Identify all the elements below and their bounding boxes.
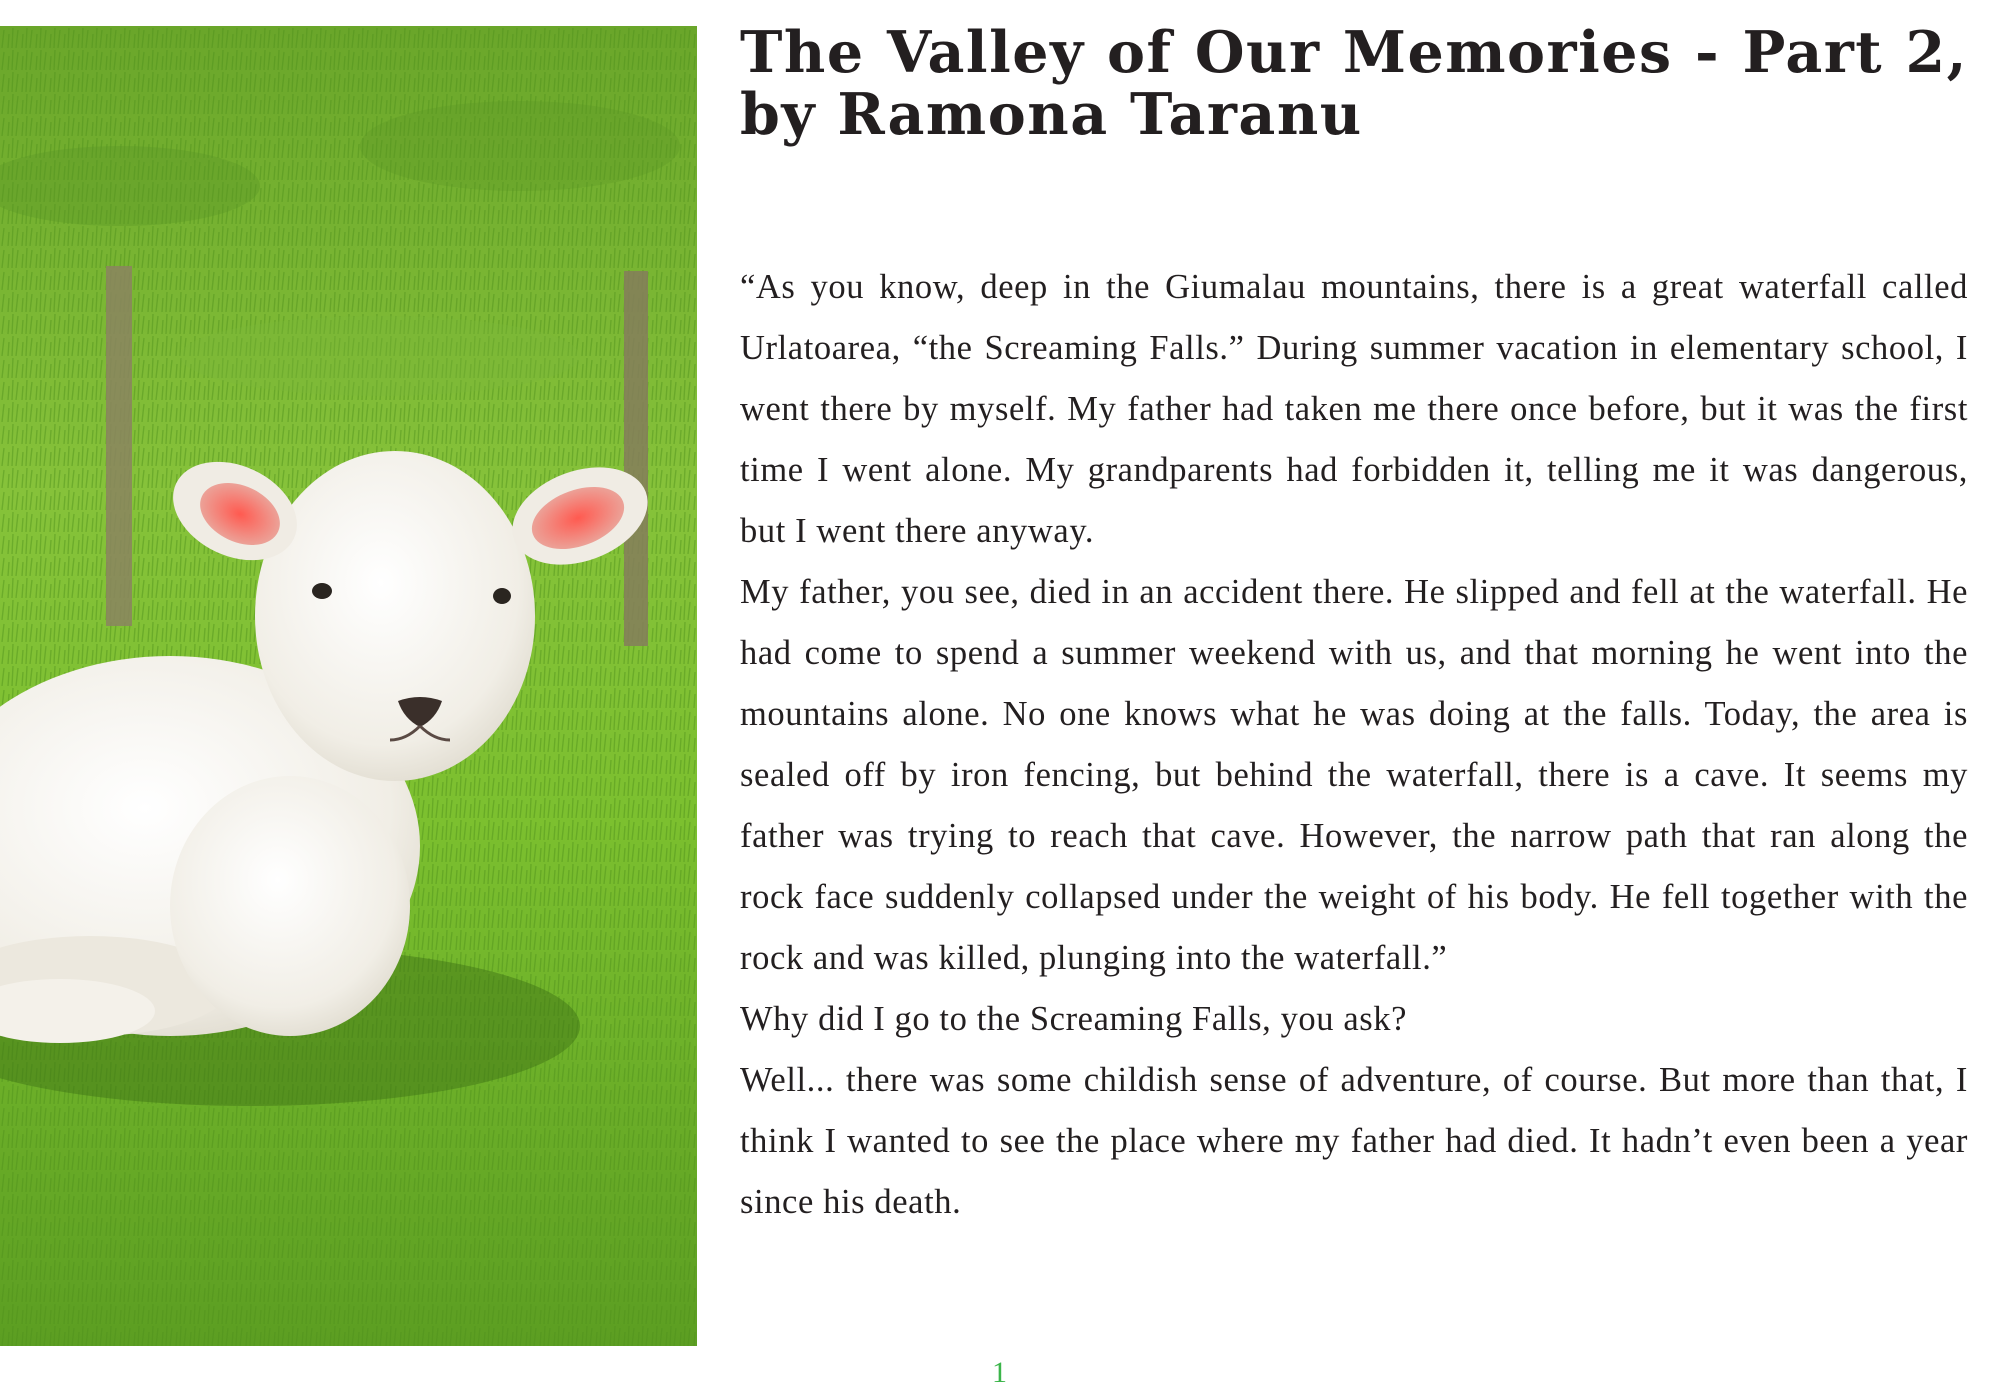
paragraph: My father, you see, died in an accident there. He slipped and fell at the waterfall. He had come to spend a summer weekend with us, and that morning he went into the mountains alone. No one knows what he was doing at the falls. Today, the area is sealed off by iron fencing, but behind the waterfall, there is a cave. It seems my father was trying to reach that cave. However, the narrow path that ran along the rock face suddenly collapsed under the weight of his body. He fell together with the rock and was killed, plunging into the waterfall.” bbox=[740, 573, 1968, 977]
paragraph: Well... there was some childish sense of adventure, of course. But more than that, I think I wanted to see the place where my father had died. It hadn’t even been a year since his death. bbox=[740, 1061, 1968, 1221]
article-title: The Valley of Our Memories - Part 2, by Ramona Taranu bbox=[740, 19, 1968, 148]
paragraph: Why did I go to the Screaming Falls, you ask? bbox=[740, 1000, 1408, 1038]
lamb-photo bbox=[0, 26, 697, 1346]
lamb-in-grass-illustration bbox=[0, 26, 697, 1346]
paragraph: “As you know, deep in the Giumalau mountains, there is a great waterfall called Urlatoarea, “the Screaming Falls.” During summer vacation in elementary school, I went there by myself. My father had taken me there once before, but it was the first time I went alone. My grandparents had forbidden it, telling me it was dangerous, but I went there anyway. bbox=[740, 268, 1968, 550]
article-body bbox=[740, 257, 1968, 1233]
page-number: 1 bbox=[992, 1356, 1007, 1389]
